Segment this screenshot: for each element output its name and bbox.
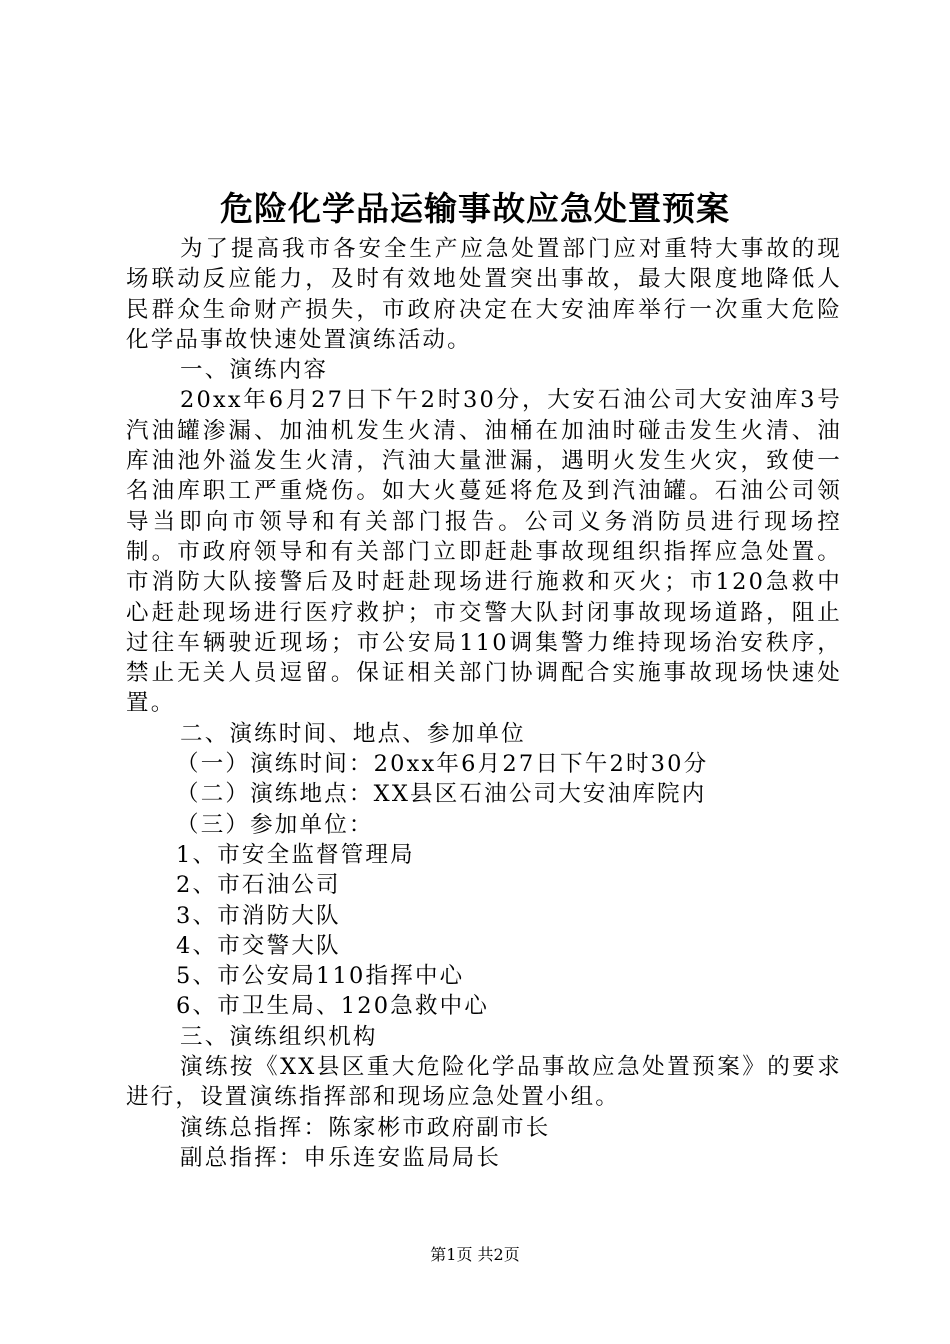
section2-time: （一）演练时间：20xx年6月27日下午2时30分 [176, 751, 709, 778]
deputy-commander-line: 副总指挥：申乐连安监局局长 [180, 1144, 502, 1171]
commander-line: 演练总指挥：陈家彬市政府副市长 [180, 1114, 551, 1141]
unit-item: 6、市卫生局、120急救中心 [176, 993, 490, 1020]
section1-heading: 一、演练内容 [180, 357, 329, 384]
section2-heading: 二、演练时间、地点、参加单位 [180, 720, 526, 747]
page-footer: 第1页 共2页 [430, 1245, 520, 1264]
unit-item: 5、市公安局110指挥中心 [176, 963, 465, 990]
unit-item: 1、市安全监督管理局 [176, 841, 415, 868]
unit-item: 2、市石油公司 [176, 872, 341, 899]
document-title: 危险化学品运输事故应急处置预案 [220, 189, 730, 228]
section1-body: 20xx年6月27日下午2时30分，大安石油公司大安油库3号汽油罐渗漏、加油机发生火清、油桶在加油时碰击发生火清、油库油池外溢发生火清，汽油大量泄漏，遇明火发生火灾，致使一名油库职工严重烧伤。如大火蔓延将危及到汽油罐。石油公司领导当即向市领导和有关部门报告。公司义务消防员进行现场控制。市政府领导和有关部门立即赶赴事故现组织指挥应急处置。市消防大队接警后及时赶赴现场进行施救和灭火；市120急救中心赶赴现场进行医疗救护；市交警大队封闭事故现场道路，阻止过往车辆驶近现场；市公安局110调集警力维持现场治安秩序，禁止无关人员逗留。保证相关部门协调配合实施事故现场快速处置。 [126, 387, 842, 717]
section3-heading: 三、演练组织机构 [180, 1023, 378, 1050]
section2-units-label: （三）参加单位： [176, 811, 374, 838]
document-body [126, 234, 842, 1173]
unit-item: 4、市交警大队 [176, 932, 341, 959]
unit-item: 3、市消防大队 [176, 902, 341, 929]
intro-paragraph: 为了提高我市各安全生产应急处置部门应对重特大事故的现场联动反应能力，及时有效地处置突出事故，最大限度地降低人民群众生命财产损失，市政府决定在大安油库举行一次重大危险化学品事故快速处置演练活动。 [126, 236, 842, 353]
section2-place: （二）演练地点：XX县区石油公司大安油库院内 [176, 781, 707, 808]
section3-body: 演练按《XX县区重大危险化学品事故应急处置预案》的要求进行，设置演练指挥部和现场应急处置小组。 [126, 1054, 842, 1111]
